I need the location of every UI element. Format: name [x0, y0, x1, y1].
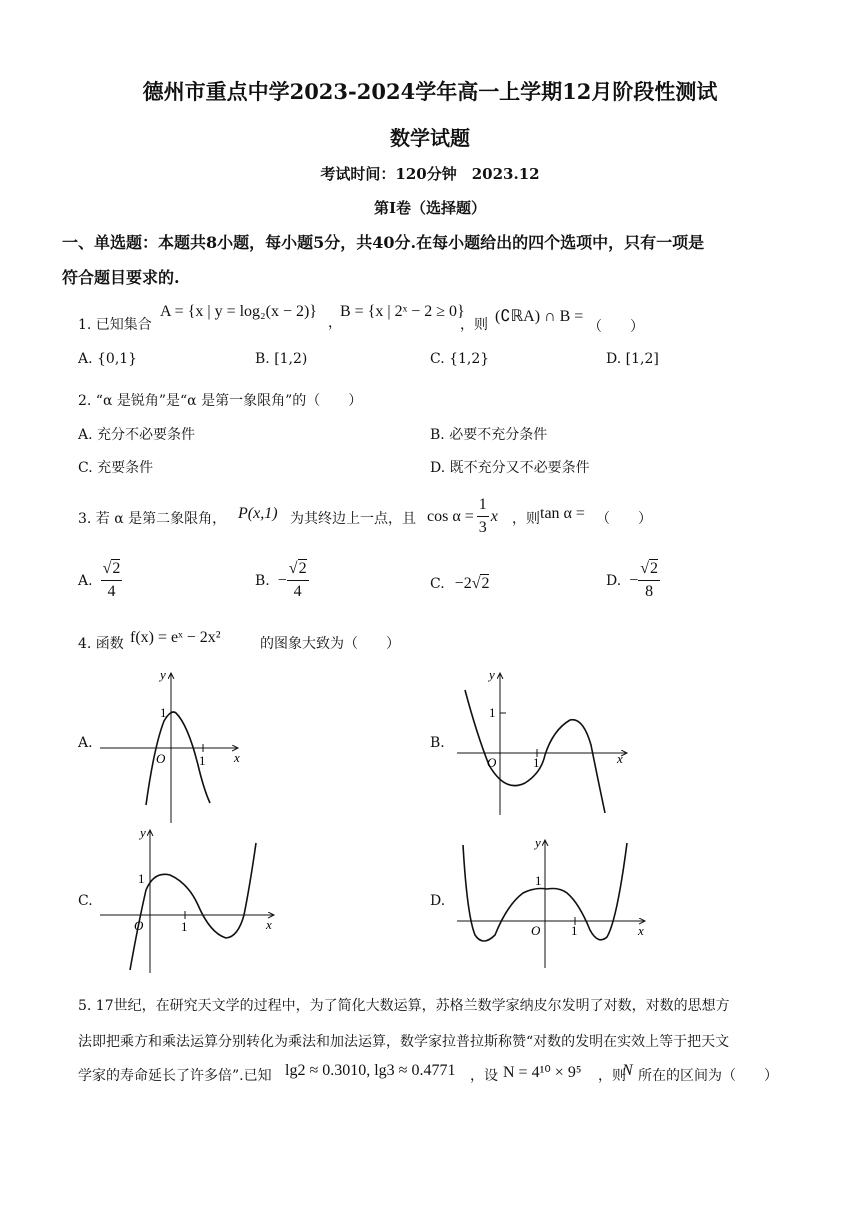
y-one-label: 1 [138, 871, 145, 886]
q3-option-c-radicand: 2 [481, 575, 490, 592]
q4-option-b-label: B. [430, 735, 445, 751]
q3-option-a-radicand: 2 [112, 560, 121, 577]
exam-info: 考试时间：120分钟 2023.12 [320, 165, 540, 183]
q3-option-b-label: B. [255, 572, 270, 589]
q3-option-c-label: C. [430, 575, 445, 592]
q3-option-d-denominator: 8 [645, 583, 654, 600]
q4-prefix: 4. 函数 [78, 636, 124, 652]
q2-option-d: D. 既不充分又不必要条件 [430, 460, 590, 476]
q2-option-b: B. 必要不充分条件 [430, 427, 548, 443]
x-one-label: 1 [571, 923, 578, 938]
q3-point: P(x,1) [238, 505, 278, 522]
q5-n: N [622, 1062, 633, 1079]
q5-line3-d: 所在的区间为（ ） [638, 1068, 778, 1084]
curve [130, 843, 256, 970]
q5-line1: 5. 17世纪，在研究天文学的过程中，为了简化大数运算，苏格兰数学家纳皮尔发明了对数，对数的思想方 [78, 998, 730, 1014]
q3-option-a-label: A. [78, 572, 93, 589]
q3-option-d-sign: − [629, 571, 639, 589]
y-label: y [140, 825, 146, 840]
q1-option-b: B. [1,2) [255, 351, 308, 367]
q4-graph-d [455, 835, 655, 970]
q1-option-d: D. [1,2] [606, 351, 659, 367]
origin-label: O [134, 918, 144, 933]
q5-log-values: lg2 ≈ 0.3010, lg3 ≈ 0.4771 [285, 1062, 456, 1079]
radical-sign-icon: √ [640, 560, 649, 577]
q3-cos-x: x [490, 507, 498, 525]
q3-option-a-denominator: 4 [107, 583, 116, 600]
origin-label: O [156, 751, 166, 766]
q4-graph-c [98, 825, 283, 975]
q1-prefix: 1. 已知集合 [78, 317, 152, 333]
q5-n-definition: N = 4¹⁰ × 9⁵ [503, 1064, 582, 1081]
x-one-label: 1 [199, 753, 206, 768]
q3-option-d-radicand: 2 [650, 560, 658, 577]
q3-option-a [78, 558, 122, 603]
q2-option-c: C. 充要条件 [78, 460, 154, 476]
q3-then: ，则 [512, 511, 540, 527]
q1-comma2: ，则 [460, 317, 488, 333]
q5-line3-a: 学家的寿命延长了许多倍”.已知 [78, 1068, 272, 1084]
q1-option-a: A. {0,1} [78, 351, 138, 367]
page-title: 德州市重点中学2023-2024学年高一上学期12月阶段性测试 [142, 79, 718, 104]
q3-tan: tan α = [540, 505, 585, 522]
radical-sign-icon: √ [471, 574, 481, 592]
x-label: x [638, 923, 644, 938]
y-label: y [160, 667, 166, 682]
q3-option-b-radicand: 2 [298, 560, 307, 577]
q1-set-a: A = {x | y = log₂(x − 2)} [160, 303, 317, 320]
q4-suffix: 的图象大致为（ ） [260, 636, 400, 652]
q3-option-c-coef: −2 [454, 574, 472, 592]
q3-option-b [255, 558, 309, 603]
q1-set-b: B = {x | 2ˣ − 2 ≥ 0} [340, 303, 465, 320]
q3-option-b-fraction [287, 558, 309, 603]
q3-option-c [430, 574, 489, 593]
q3-option-b-sign: − [277, 571, 287, 589]
x-one-label: 1 [181, 919, 188, 934]
q3-prefix: 3. 若 α 是第二象限角， [78, 511, 227, 527]
x-label: x [266, 917, 272, 932]
q2-option-a: A. 充分不必要条件 [78, 427, 196, 443]
y-one-label: 1 [160, 705, 167, 720]
q4-graph-b [455, 665, 635, 820]
q3-option-d [606, 558, 660, 603]
q2-stem: 2. “α 是锐角”是“α 是第一象限角”的（ ） [78, 393, 363, 409]
radical-sign-icon: √ [102, 560, 112, 577]
y-label: y [535, 835, 541, 850]
x-label: x [617, 751, 623, 766]
q3-cos-lhs: cos α = [427, 507, 474, 525]
q1-expression: (∁ℝA) ∩ B = [495, 308, 584, 325]
q3-option-a-fraction [101, 558, 123, 603]
curve [465, 690, 605, 813]
radical-sign-icon: √ [288, 560, 298, 577]
origin-label: O [531, 923, 541, 938]
y-label: y [489, 667, 495, 682]
y-one-label: 1 [535, 873, 542, 888]
q4-option-c-label: C. [78, 893, 93, 909]
q3-fraction-numerator: 1 [477, 494, 489, 517]
q5-line2: 法即把乘方和乘法运算分别转化为乘法和加法运算，数学家拉普拉斯称赞“对数的发明在实效上等于把天文 [78, 1034, 730, 1050]
q3-answer-paren: （ ） [596, 511, 652, 527]
q3-fraction-denominator: 3 [478, 519, 487, 536]
q1-option-c: C. {1,2} [430, 351, 490, 367]
q4-function: f(x) = eˣ − 2x² [130, 629, 221, 646]
subject-title: 数学试题 [390, 126, 470, 150]
q4-graph-a [98, 665, 248, 825]
q3-mid: 为其终边上一点，且 [290, 511, 416, 527]
section-heading-line2: 符合题目要求的. [62, 268, 180, 287]
origin-label: O [487, 755, 497, 770]
volume-title: 第Ⅰ卷（选择题） [373, 199, 487, 217]
q3-option-d-fraction [638, 558, 660, 603]
section-heading-line1: 一、单选题：本题共8小题，每小题5分，共40分.在每小题给出的四个选项中，只有一项是 [62, 233, 705, 252]
q4-option-a-label: A. [78, 735, 93, 751]
q4-option-d-label: D. [430, 893, 446, 909]
q3-option-b-denominator: 4 [293, 583, 302, 600]
q3-option-d-label: D. [606, 572, 622, 589]
q1-answer-paren: （ ） [588, 319, 644, 335]
q5-line3-c: ，则 [598, 1068, 626, 1084]
q1-comma1: ， [328, 315, 342, 331]
x-label: x [234, 750, 240, 765]
q3-fraction [477, 494, 489, 539]
x-one-label: 1 [533, 755, 540, 770]
q3-cos-equation [427, 494, 498, 539]
q5-line3-b: ，设 [470, 1068, 498, 1084]
y-one-label: 1 [489, 705, 496, 720]
